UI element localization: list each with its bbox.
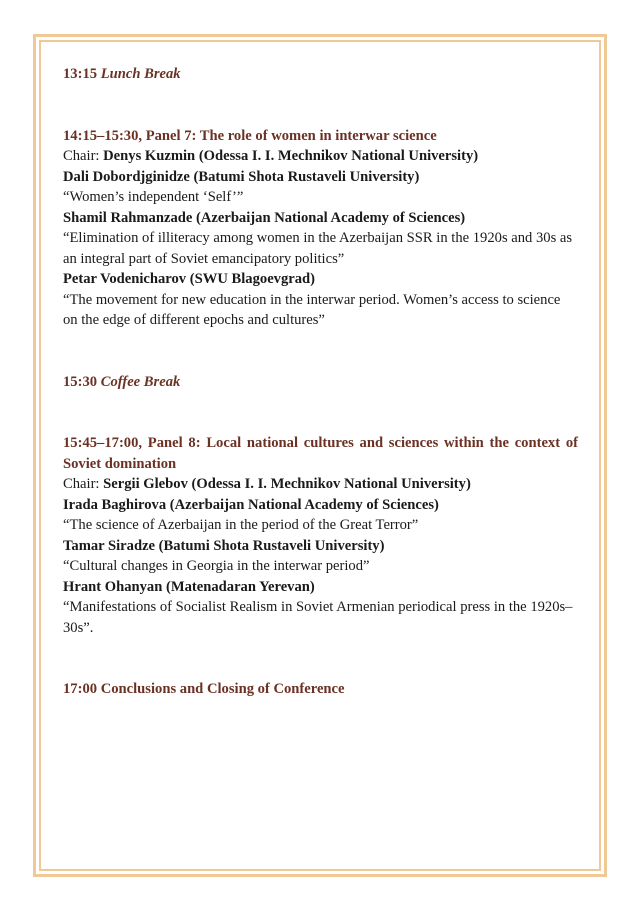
panel-7-chair	[63, 146, 578, 167]
talk-speaker: Hrant Ohanyan (Matenadaran Yerevan)	[63, 578, 315, 595]
coffee-break-entry	[63, 372, 578, 393]
panel-8-chair	[63, 474, 578, 495]
talk-title: “Manifestations of Socialist Realism in Soviet Armenian periodical press in the 1920s–30s”.	[63, 599, 573, 636]
coffee-break-time: 15:30	[63, 373, 98, 390]
panel-8-heading: 15:45–17:00, Panel 8: Local national cultures and sciences within the context of Soviet domination	[63, 435, 578, 472]
talk-speaker: Dali Dobordjginidze (Batumi Shota Rustaveli University)	[63, 168, 420, 185]
talk-title: “Women’s independent ‘Self’”	[63, 189, 244, 205]
lunch-break-label: Lunch Break	[100, 66, 181, 82]
talk-speaker: Shamil Rahmanzade (Azerbaijan National Academy of Sciences)	[63, 209, 466, 226]
talk-title: “The movement for new education in the interwar period. Women’s access to science on the edge of different epochs and cultures”	[63, 291, 561, 328]
chair-prefix: Chair:	[63, 148, 104, 164]
lunch-break-time: 13:15	[63, 66, 98, 82]
talk-title: “The science of Azerbaijan in the period of the Great Terror”	[63, 517, 419, 533]
talk-title: “Elimination of illiteracy among women in the Azerbaijan SSR in the 1920s and 30s as an integral part of Soviet emancipatory politics”	[63, 230, 573, 267]
talk-speaker: Petar Vodenicharov (SWU Blagoevgrad)	[63, 271, 316, 287]
coffee-break-label: Coffee Break	[100, 373, 181, 390]
closing-entry: 17:00 Conclusions and Closing of Conference	[63, 681, 345, 697]
chair-name: Denys Kuzmin (Odessa I. I. Mechnikov National University)	[103, 148, 479, 164]
talk-speaker: Irada Baghirova (Azerbaijan National Academy of Sciences)	[63, 496, 439, 513]
panel-8	[63, 433, 578, 638]
chair-prefix: Chair:	[63, 476, 104, 492]
lunch-break-entry	[63, 64, 578, 85]
talk-title: “Cultural changes in Georgia in the interwar period”	[63, 558, 370, 574]
panel-7	[63, 126, 578, 331]
panel-7-heading: 14:15–15:30, Panel 7: The role of women in interwar science	[63, 127, 437, 144]
talk-speaker: Tamar Siradze (Batumi Shota Rustaveli University)	[63, 537, 385, 554]
chair-name: Sergii Glebov (Odessa I. I. Mechnikov National University)	[103, 476, 471, 492]
program-content	[63, 64, 578, 700]
